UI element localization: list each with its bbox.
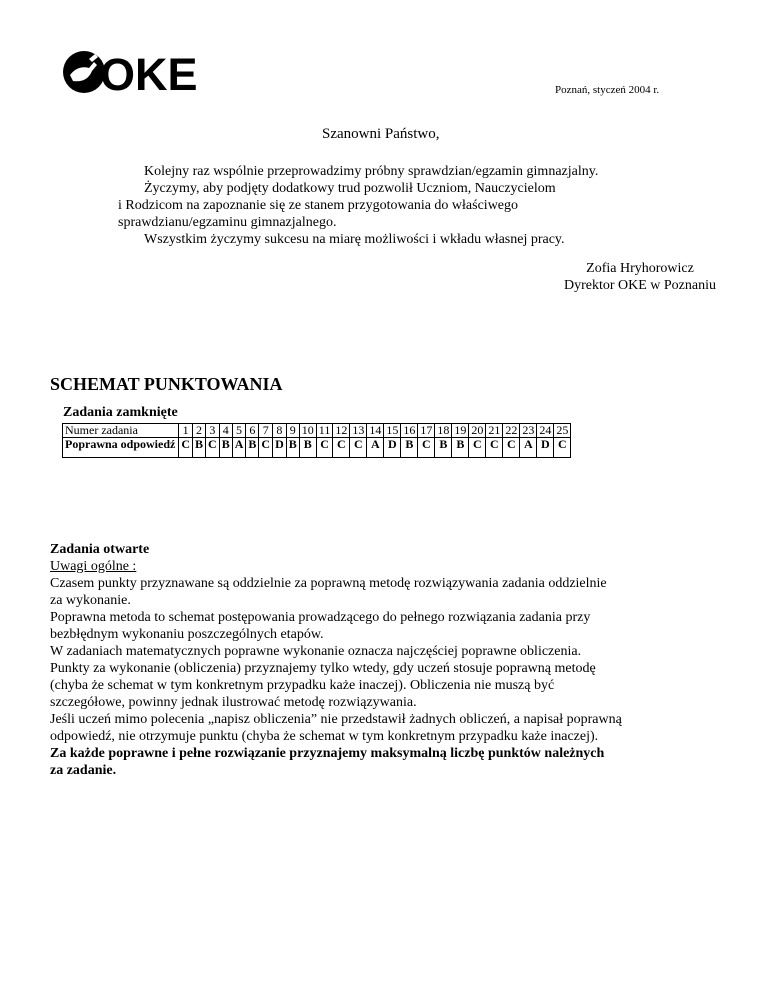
closed-tasks-title: Zadania zamknięte <box>63 405 178 420</box>
signature-title: Dyrektor OKE w Poznaniu <box>563 278 716 293</box>
task-number-cell: 6 <box>246 424 259 438</box>
task-number-cell: 18 <box>435 424 452 438</box>
open-tasks-line: Jeśli uczeń mimo polecenia „napisz obliczenia” nie przedstawił żadnych obliczeń, a napisał poprawną <box>50 712 622 727</box>
task-number-cell: 11 <box>316 424 333 438</box>
answer-cell: C <box>333 438 350 458</box>
open-tasks-subtitle: Uwagi ogólne : <box>50 559 137 574</box>
answer-cell: B <box>193 438 206 458</box>
answer-cell: C <box>503 438 520 458</box>
answer-cell: C <box>554 438 571 458</box>
letter-greeting: Szanowni Państwo, <box>322 126 440 142</box>
answer-row <box>63 438 571 458</box>
open-tasks-line: Czasem punkty przyznawane są oddzielnie za poprawną metodę rozwiązywania zadania oddzielnie <box>50 576 607 591</box>
open-tasks-line: szczegółowe, powinny jednak ilustrować metodę rozwiązywania. <box>50 695 417 710</box>
open-tasks-line: Punkty za wykonanie (obliczenia) przyznajemy tylko wtedy, gdy uczeń stosuje poprawną metodę <box>50 661 596 676</box>
letter-line: Życzymy, aby podjęty dodatkowy trud pozwolił Uczniom, Nauczycielom <box>144 181 556 196</box>
answer-cell: A <box>367 438 384 458</box>
answer-cell: C <box>486 438 503 458</box>
letter-line: Wszystkim życzymy sukcesu na miarę możliwości i wkładu własnej pracy. <box>144 232 565 247</box>
answer-cell: C <box>418 438 435 458</box>
answer-cell: B <box>246 438 259 458</box>
open-tasks-line: (chyba że schemat w tym konkretnym przypadku każe inaczej). Obliczenia nie muszą być <box>50 678 555 693</box>
answer-key-table <box>62 423 571 458</box>
task-number-cell: 20 <box>469 424 486 438</box>
answer-cell: D <box>537 438 554 458</box>
answer-cell: C <box>316 438 333 458</box>
task-number-row <box>63 424 571 438</box>
task-number-cell: 1 <box>179 424 193 438</box>
letter-body <box>118 163 678 248</box>
open-tasks-bold-line: za zadanie. <box>50 763 117 778</box>
task-number-cell: 13 <box>350 424 367 438</box>
open-tasks-title: Zadania otwarte <box>50 542 150 557</box>
answer-cell: A <box>520 438 537 458</box>
task-number-cell: 16 <box>401 424 418 438</box>
task-number-cell: 17 <box>418 424 435 438</box>
row-label: Numer zadania <box>63 424 179 438</box>
answer-cell: B <box>452 438 469 458</box>
answer-cell: B <box>401 438 418 458</box>
open-tasks-line: bezbłędnym wykonaniu poszczególnych etapów. <box>50 627 324 642</box>
answer-cell: B <box>299 438 316 458</box>
task-number-cell: 3 <box>206 424 220 438</box>
task-number-cell: 2 <box>193 424 206 438</box>
section-title: SCHEMAT PUNKTOWANIA <box>50 374 283 394</box>
task-number-cell: 9 <box>286 424 299 438</box>
answer-cell: C <box>179 438 193 458</box>
answer-cell: C <box>469 438 486 458</box>
task-number-cell: 21 <box>486 424 503 438</box>
open-tasks-section <box>50 541 740 779</box>
answer-cell: B <box>435 438 452 458</box>
task-number-cell: 23 <box>520 424 537 438</box>
task-number-cell: 12 <box>333 424 350 438</box>
answer-cell: D <box>384 438 401 458</box>
oke-logo <box>62 49 198 100</box>
answer-cell: C <box>206 438 220 458</box>
task-number-cell: 10 <box>299 424 316 438</box>
task-number-cell: 15 <box>384 424 401 438</box>
row-label: Poprawna odpowiedź <box>63 438 179 458</box>
open-tasks-line: odpowiedź, nie otrzymuje punktu (chyba że schemat w tym konkretnym przypadku każe inaczej). <box>50 729 599 744</box>
signature-name: Zofia Hryhorowicz <box>586 261 694 276</box>
open-tasks-line: Poprawna metoda to schemat postępowania prowadzącego do pełnego rozwiązania zadania przy <box>50 610 591 625</box>
logo-text: OKE <box>100 49 198 100</box>
open-tasks-line: za wykonanie. <box>50 593 131 608</box>
answer-cell: D <box>273 438 287 458</box>
open-tasks-bold-line: Za każde poprawne i pełne rozwiązanie przyznajemy maksymalną liczbę punktów należnych <box>50 746 605 761</box>
open-tasks-text <box>50 575 740 779</box>
letter-line: sprawdzianu/egzaminu gimnazjalnego. <box>118 215 337 230</box>
task-number-cell: 25 <box>554 424 571 438</box>
answer-cell: A <box>232 438 246 458</box>
task-number-cell: 4 <box>219 424 232 438</box>
task-number-cell: 7 <box>259 424 273 438</box>
task-number-cell: 14 <box>367 424 384 438</box>
task-number-cell: 19 <box>452 424 469 438</box>
task-number-cell: 5 <box>232 424 246 438</box>
signature <box>564 260 716 294</box>
open-tasks-line: W zadaniach matematycznych poprawne wykonanie oznacza najczęściej poprawne obliczenia. <box>50 644 582 659</box>
answer-cell: B <box>286 438 299 458</box>
letter-line: Kolejny raz wspólnie przeprowadzimy próbny sprawdzian/egzamin gimnazjalny. <box>144 164 599 179</box>
letter-date: Poznań, styczeń 2004 r. <box>555 84 660 96</box>
letter-line: i Rodzicom na zapoznanie się ze stanem przygotowania do właściwego <box>118 198 519 213</box>
answer-cell: C <box>350 438 367 458</box>
task-number-cell: 22 <box>503 424 520 438</box>
task-number-cell: 8 <box>273 424 287 438</box>
answer-cell: B <box>219 438 232 458</box>
task-number-cell: 24 <box>537 424 554 438</box>
answer-cell: C <box>259 438 273 458</box>
